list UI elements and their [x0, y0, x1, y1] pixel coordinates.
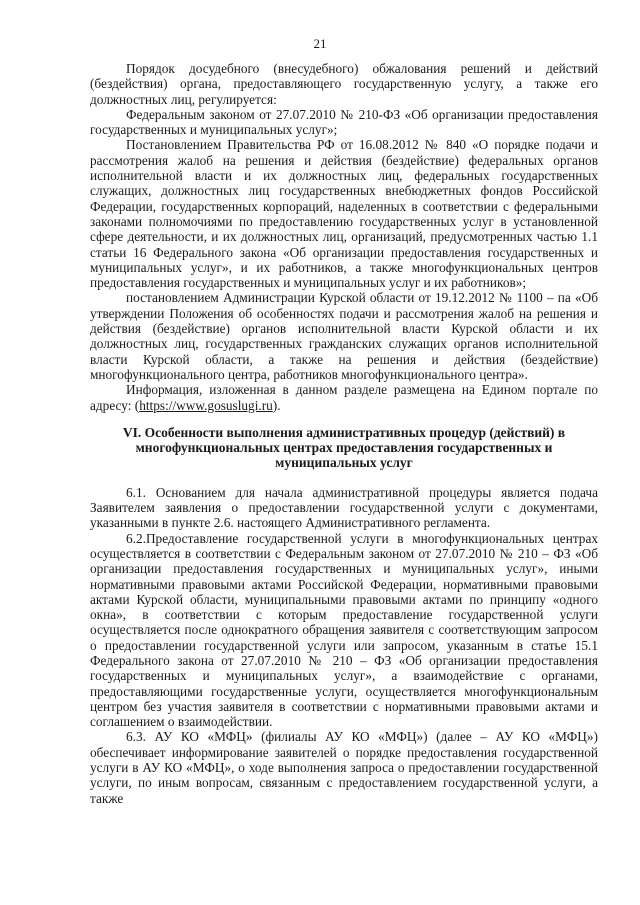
- document-body: [90, 61, 598, 806]
- paragraph-6-2: 6.2.Предоставление государственной услуги в многофункциональных центрах осуществляется в соответствии с Федеральным законом от 27.07.2010 № 210 – ФЗ «Об организации предоставления государственных и муниципальных услуг», иными нормативными правовыми актами Российской Федерации, нормативными правовыми актами Курской области, муниципальными правовыми актами по принципу «одного окна», в соответствии с которым предоставление государственной услуги осуществляется после однократного обращения заявителя с соответствующим запросом о предоставлении государственной услуги или запросом, указанным в статье 15.1 Федерального закона от 27.07.2010 № 210 – ФЗ «Об организации предоставления государственных и муниципальных услуг», а взаимодействие с органами, предоставляющими государственные услуги, осуществляется многофункциональным центром без участия заявителя в соответствии с нормативными правовыми актами и соглашением о взаимодействии.: [90, 530, 598, 730]
- section-heading: VI. Особенности выполнения административных процедур (действий) в многофункциональных центрах предоставления государственных и муниципальных услуг: [122, 424, 566, 471]
- portal-info-text: Информация, изложенная в данном разделе размещена на Едином портале по адресу: (: [90, 382, 598, 413]
- paragraph-appeal-procedure: Порядок досудебного (внесудебного) обжалования решений и действий (бездействия) органа, предоставляющего государственную услугу, а также его должностных лиц, регулируется:: [90, 61, 598, 107]
- paragraph-kursk-decree-1100: постановлением Администрации Курской области от 19.12.2012 № 1100 – па «Об утверждении Положения об особенностях подачи и рассмотрения жалоб на решения и действия (бездействие) органов исполнительной власти Курской области и их должностных лиц, государственных гражданских служащих органов исполнительной власти Курской области, а также на решения и действия (бездействие) многофункционального центра, работников многофункционального центра».: [90, 290, 598, 382]
- page-number: 21: [313, 36, 327, 51]
- paragraph-federal-law-210: Федеральным законом от 27.07.2010 № 210-ФЗ «Об организации предоставления государственных и муниципальных услуг»;: [90, 106, 598, 138]
- paragraph-6-3: 6.3. АУ КО «МФЦ» (филиалы АУ КО «МФЦ») (далее – АУ КО «МФЦ») обеспечивает информирование заявителей о порядке предоставления государственной услуги в АУ КО «МФЦ», о ходе выполнения запроса о предоставлении государственной услуги, по иным вопросам, связанным с предоставлением государственной услуги, а также: [90, 729, 598, 806]
- paragraph-6-1: 6.1. Основанием для начала административной процедуры является подача Заявителем заявления о предоставлении государственной услуги с документами, указанными в пункте 2.6. настоящего Административного регламента.: [90, 484, 598, 531]
- paragraph-portal-info: [90, 382, 598, 413]
- gosuslugi-link[interactable]: https://www.gosuslugi.ru: [139, 397, 273, 413]
- paragraph-government-decree-840: Постановлением Правительства РФ от 16.08.2012 № 840 «О порядке подачи и рассмотрения жалоб на решения и действия (бездействие) федеральных органов исполнительной власти и их должностных лиц, федеральных государственных служащих, должностных лиц государственных внебюджетных фондов Российской Федерации, государственных корпораций, наделенных в соответствии с федеральными законами полномочиями по предоставлению государственных услуг в установленной сфере деятельности, и их должностных лиц, организаций, предусмотренных частью 1.1 статьи 16 Федерального закона «Об организации предоставления государственных и муниципальных услуг», и их работников, а также многофункциональных центров предоставления государственных и муниципальных услуг и их работников»;: [90, 137, 598, 291]
- portal-info-suffix: ).: [272, 397, 281, 413]
